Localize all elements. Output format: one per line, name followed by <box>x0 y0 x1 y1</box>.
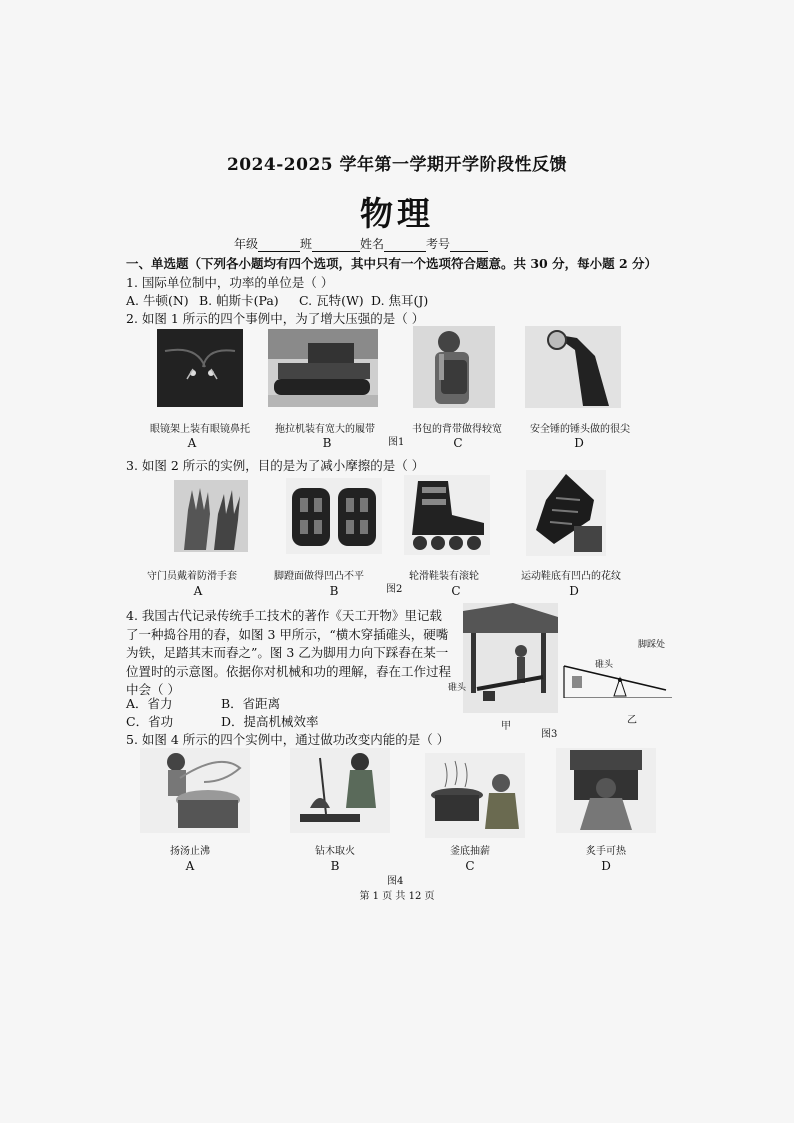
q4-option-a: A．省力 <box>126 696 173 711</box>
q1-option-a: A. 牛顿(N) <box>126 293 189 308</box>
grade-label: 年级 <box>234 237 259 251</box>
q4-label-foot-position: 脚踩处 <box>638 640 666 650</box>
q2-caption-b: 拖拉机装有宽大的履带 <box>275 424 375 435</box>
q3-caption-d: 运动鞋底有凹凸的花纹 <box>521 571 621 582</box>
q5-figure-c-removing-firewood <box>425 753 525 838</box>
q2-figure-d-safety-hammer <box>525 326 621 408</box>
student-info-line <box>234 235 488 252</box>
q2-caption-d: 安全锤的锤头做的很尖 <box>530 424 630 435</box>
q4-stem: 4. 我国古代记录传统手工技术的著作《天工开物》里记载了一种捣谷用的舂，如图 3 甲所示，“横木穿插碓头，硬嘴为铁，足踏其末而舂之”。图 3 乙为脚用力向下踩舂在某一位置时的示意图。依据你对机械和功的理解，舂在工作过程中会（ ） <box>126 608 452 697</box>
q4-option-d: D．提高机械效率 <box>221 714 319 729</box>
name-blank[interactable] <box>384 239 426 252</box>
q5-caption-c: 釜底抽薪 <box>450 846 490 857</box>
q2-caption-a: 眼镜架上装有眼镜鼻托 <box>150 424 250 435</box>
q3-caption-a: 守门员戴着防滑手套 <box>147 571 237 582</box>
q5-letter-d: D <box>601 859 611 873</box>
q4-label-duitou-a: 碓头 <box>448 683 467 693</box>
q3-stem: 3. 如图 2 所示的实例，目的是为了减小摩擦的是（ ） <box>126 458 425 473</box>
q5-letter-c: C <box>465 859 475 873</box>
q3-caption-c: 轮滑鞋装有滚轮 <box>409 571 479 582</box>
q2-letter-b: B <box>322 436 332 450</box>
q5-caption-b: 钻木取火 <box>315 846 355 857</box>
q1-option-b: B. 帕斯卡(Pa) <box>199 293 279 308</box>
class-blank[interactable] <box>312 239 360 252</box>
q4-figure-number: 图3 <box>541 729 558 740</box>
q5-letter-a: A <box>185 859 195 873</box>
q1-option-c: C. 瓦特(W) <box>299 293 364 308</box>
q5-figure-number: 图4 <box>387 876 404 887</box>
q2-figure-b-tractor <box>268 329 378 407</box>
q3-figure-number: 图2 <box>386 584 403 595</box>
number-label: 考号 <box>426 237 451 251</box>
q4-option-b: B．省距离 <box>221 696 281 711</box>
class-label: 班 <box>300 237 313 251</box>
q3-letter-b: B <box>329 584 339 598</box>
grade-blank[interactable] <box>258 239 300 252</box>
q2-letter-c: C <box>453 436 463 450</box>
q4-figure-jia-illustration <box>463 603 558 713</box>
q2-figure-a-glasses <box>157 329 243 407</box>
q2-figure-number: 图1 <box>388 437 405 448</box>
q5-caption-a: 扬汤止沸 <box>170 846 210 857</box>
section-heading: 一、单选题（下列各小题均有四个选项，其中只有一个选项符合题意。共 30 分，每小题 2 分） <box>126 256 658 271</box>
q5-caption-d: 炙手可热 <box>586 846 626 857</box>
name-label: 姓名 <box>360 237 385 251</box>
q5-letter-b: B <box>330 859 340 873</box>
q2-stem: 2. 如图 1 所示的四个事例中，为了增大压强的是（ ） <box>126 311 425 326</box>
page-footer: 第 1 页 共 12 页 <box>359 891 435 902</box>
q4-option-c: C．省功 <box>126 714 174 729</box>
q5-figure-a-stirring-soup <box>140 748 250 833</box>
q3-letter-d: D <box>569 584 579 598</box>
subject-title: 物理 <box>360 194 434 233</box>
q5-figure-d-warming-hands <box>556 748 656 833</box>
q2-letter-a: A <box>187 436 197 450</box>
q3-figure-a-gloves <box>174 480 248 552</box>
q2-letter-d: D <box>574 436 584 450</box>
q3-letter-a: A <box>193 584 203 598</box>
q3-caption-b: 脚蹬面做得凹凸不平 <box>274 571 364 582</box>
q4-label-duitou-b: 碓头 <box>595 660 614 670</box>
q1-option-d: D. 焦耳(J) <box>371 293 429 308</box>
q5-figure-b-drilling-wood <box>290 748 390 833</box>
number-blank[interactable] <box>450 239 488 252</box>
q4-label-jia: 甲 <box>501 721 511 732</box>
q2-figure-c-backpack <box>413 326 495 408</box>
q3-letter-c: C <box>451 584 461 598</box>
exam-title: 2024-2025 学年第一学期开学阶段性反馈 <box>226 155 568 175</box>
q5-stem: 5. 如图 4 所示的四个实例中，通过做功改变内能的是（ ） <box>126 732 450 747</box>
q3-figure-c-roller-skate <box>404 475 490 555</box>
q4-figure-yi-lever-diagram <box>562 650 672 698</box>
q1-stem: 1. 国际单位制中，功率的单位是（ ） <box>126 275 334 290</box>
q3-figure-d-sneaker <box>526 470 606 556</box>
q3-figure-b-pedals <box>286 478 382 554</box>
q4-label-yi: 乙 <box>627 715 637 726</box>
q2-caption-c: 书包的背带做得较宽 <box>412 424 502 435</box>
